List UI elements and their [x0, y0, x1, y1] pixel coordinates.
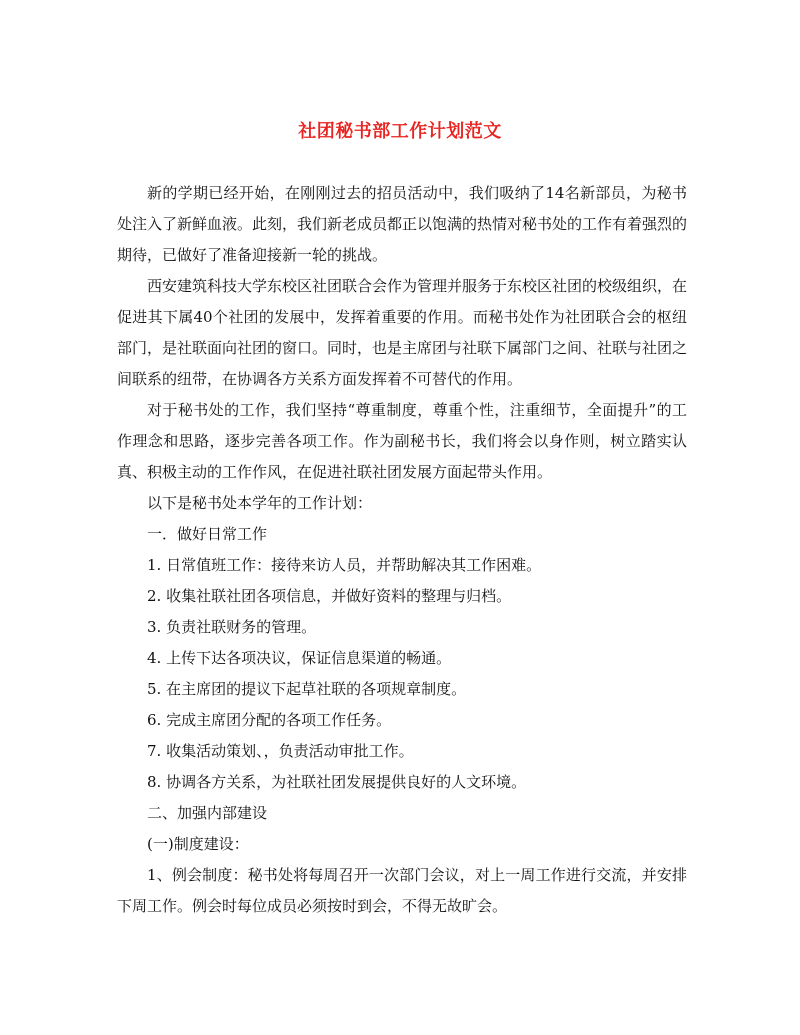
meeting-system-paragraph: 1、例会制度：秘书处将每周召开一次部门会议，对上一周工作进行交流，并安排下周工作。例会时每位成员必须按时到会，不得无故旷会。	[117, 866, 687, 915]
list-item: 5. 在主席团的提议下起草社联的各项规章制度。	[147, 680, 467, 698]
subsection-heading-system-building: (一)制度建设：	[147, 835, 249, 853]
document-title: 社团秘书部工作计划范文	[298, 121, 502, 142]
section-heading-daily-work: 一．做好日常工作	[147, 525, 268, 543]
list-item: 1. 日常值班工作：接待来访人员，并帮助解决其工作困难。	[147, 556, 542, 574]
organization-paragraph: 西安建筑科技大学东校区社团联合会作为管理并服务于东校区社团的校级组织，在促进其下属40个社团的发展中，发挥着重要的作用。而秘书处作为社团联合会的枢纽部门，是社联面向社团的窗口。同时，也是主席团与社联下属部门之间、社联与社团之间联系的纽带，在协调各方关系方面发挥着不可替代的作用。	[117, 277, 688, 388]
list-item: 8. 协调各方关系，为社联社团发展提供良好的人文环境。	[147, 773, 527, 791]
list-item: 6. 完成主席团分配的各项工作任务。	[147, 711, 392, 729]
list-item: 4. 上传下达各项决议，保证信息渠道的畅通。	[147, 649, 452, 667]
list-item: 2. 收集社联社团各项信息，并做好资料的整理与归档。	[147, 587, 512, 605]
document-body	[117, 178, 687, 922]
plan-intro: 以下是秘书处本学年的工作计划：	[147, 494, 373, 512]
intro-paragraph: 新的学期已经开始，在刚刚过去的招员活动中，我们吸纳了14名新部员，为秘书处注入了新鲜血液。此刻，我们新老成员都正以饱满的热情对秘书处的工作有着强烈的期待，已做好了准备迎接新一轮的挑战。	[117, 184, 688, 264]
section-heading-internal-building: 二、加强内部建设	[147, 804, 268, 822]
list-item: 3. 负责社联财务的管理。	[147, 618, 317, 636]
list-item: 7. 收集活动策划、，负责活动审批工作。	[147, 742, 414, 760]
work-philosophy-paragraph: 对于秘书处的工作，我们坚持“尊重制度，尊重个性，注重细节，全面提升”的工作理念和思路，逐步完善各项工作。作为副秘书长，我们将会以身作则，树立踏实认真、积极主动的工作作风，在促进社联社团发展方面起带头作用。	[117, 401, 687, 481]
